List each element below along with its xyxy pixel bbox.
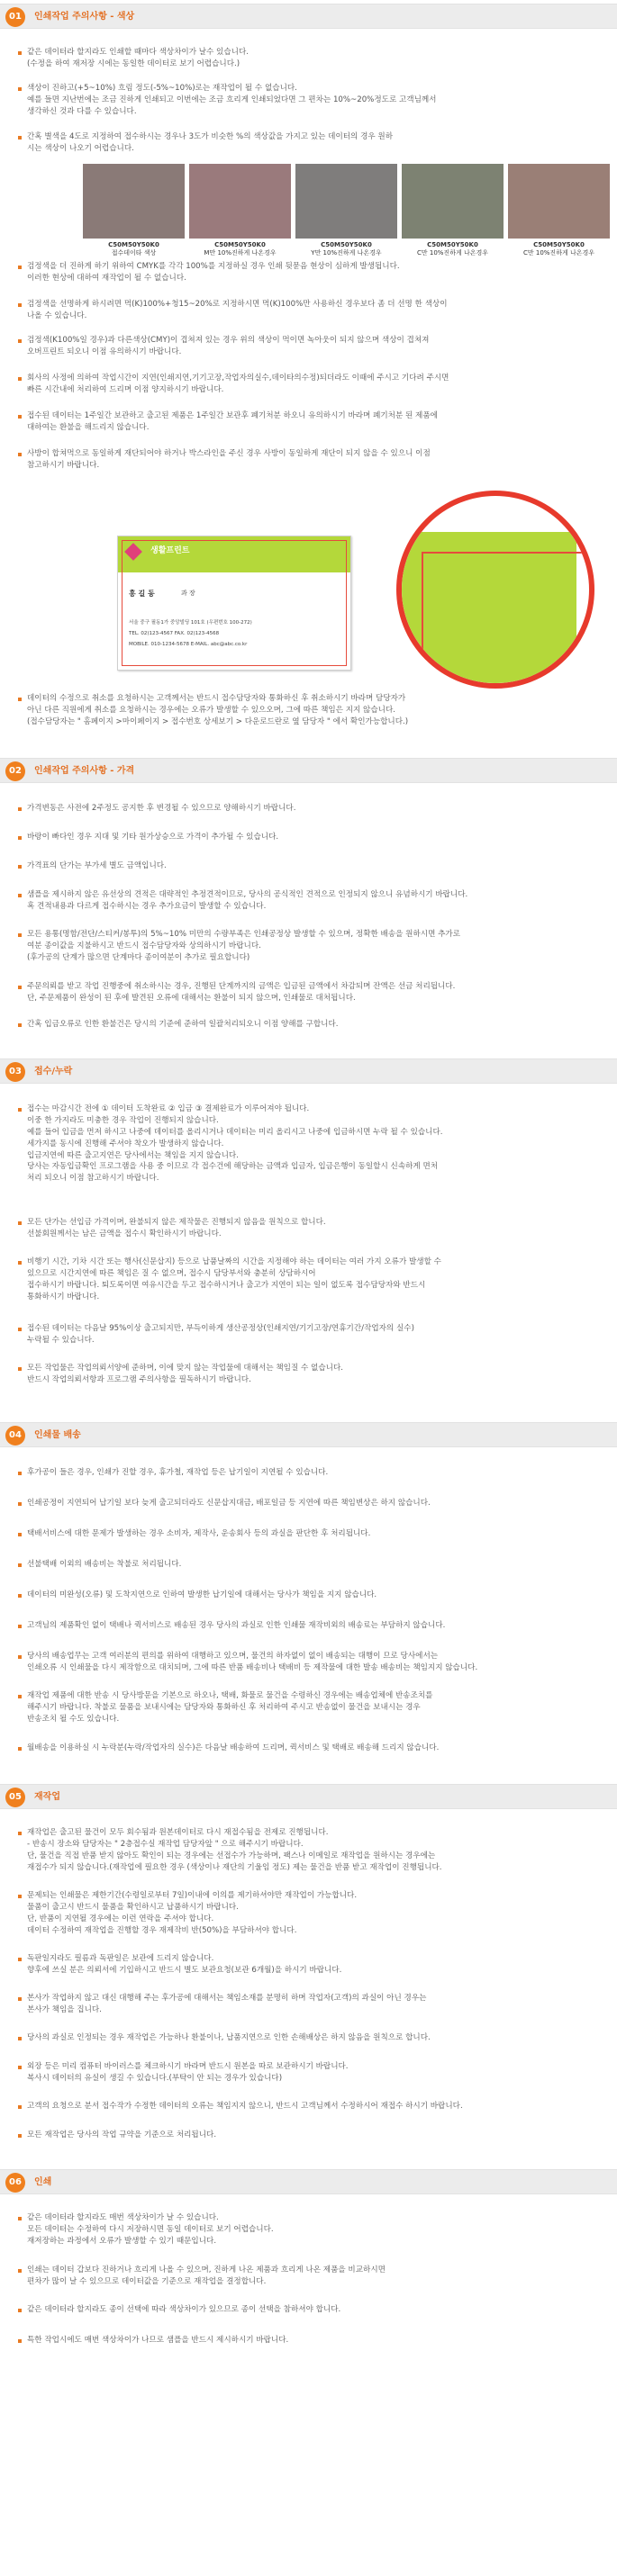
note-item: 모든 용통(명함/전단/스티커/봉투)의 5%~10% 미만의 수량부족은 인쇄공정상 발생할 수 있으며, 정확한 배송을 원하시면 추가로 여분 종이값을 지불하시고 반드시 접수담당자와 상의하시기 바랍니다. (후가공의 단계가 많으면 단계마다 종이여분이 추가로 필요합니다) [27,929,593,964]
note-item: 독판일지라도 필름과 독판일은 보관에 드리지 않습니다. 향후에 쓰실 분은 의뢰서에 기입하시고 반드시 별도 보관요청(보관 6개월)을 하시기 바랍니다. [27,1953,593,1977]
note-item: 간혹 입금오류로 인한 환불건은 당시의 기준에 준하여 일괄처리되오니 이점 양해를 구합니다. [27,1019,593,1031]
note-item: 같은 데이터라 할지라도 인쇄할 때마다 색상차이가 날수 있습니다. (수정을 하여 재저장 시에는 동일한 데이터로 보기 어렵습니다.) [27,47,593,70]
magnifier-circle [396,491,594,689]
note-item: 당사의 배송업무는 고객 여러분의 편의를 위하여 대행하고 있으며, 물건의 하자없이 없이 배송되는 대행이 므로 당사에서는 인쇄오류 시 인쇄물을 다시 제작함으로 대치되며, 그에 따른 반품 배송비나 택배비 등 제작물에 대한 발송 배송비는 책임지지 않습니다. [27,1651,593,1674]
note-item: 후가공이 들은 경우, 인쇄가 진할 경우, 휴가철, 재작업 등은 납기일이 지연될 수 있습니다. [27,1467,593,1479]
note-item: 인쇄공정이 지연되어 납기일 보다 늦게 출고되더라도 신문삽지대금, 배포일금 등 지연에 따른 책임변상은 하지 않습니다. [27,1498,593,1509]
section-header-rework [0,1784,617,1809]
swatch-label: C50M50Y50K0 접수데이타 색상 [108,241,159,257]
note-item: 검정색을 더 진하게 하기 위하여 CMYK를 각각 100%를 지정하실 경우 인쇄 뒷묻음 현상이 심하게 발생됩니다. 이러한 현상에 대하여 재작업이 될 수 없습니다. [27,261,593,284]
swatch-label: C50M50Y50K0 Y만 10%진하게 나온경우 [311,241,382,257]
card-address: 서울 중구 필동1가 중앙빌딩 101호 (우편번호 100-272) [129,620,252,626]
note-item: 접수는 마감시간 전에 ① 데이터 도착완료 ② 입금 ③ 결제완료가 이루어져야 됩니다. 이중 한 가지라도 미충한 경우 작업이 진행되지 않습니다. 예를 들어 입금을 먼저 하시고 나중에 데이터를 올리시거나 데이터는 미리 올리시고 나중에 입금하시면 누락 될 수 있습니다. 세가지를 동시에 진행해 주셔야 착오가 발생하지 않습니다. 입금지연에 따른 출고지연은 당사에서는 책임을 지지 않습니다. 당사는 자동입금확인 프로그램을 사용 중 이므로 각 접수건에 해당하는 금액과 입금자, 입금은행이 동일할시 신속하게 면처 처리 되오니 이점 참고하시기 바랍니다. [27,1103,593,1184]
note-item: 같은 데이터라 할지라도 매번 색상차이가 날 수 있습니다. 모든 데이터는 수정하여 다시 저장하시면 동일 데이터로 보기 어렵습니다. 재저장하는 과정에서 오류가 발생할 수 있기 때문입니다. [27,2212,593,2247]
note-item: 접수된 데이터는 1주일간 보관하고 출고된 제품은 1주일간 보관후 폐기처분 하오니 유의하시기 바라며 폐기처분 된 제품에 대하여는 환불을 해드리지 않습니다. [27,410,593,434]
note-item: 재작업은 출고된 물건이 모두 회수됨과 원본데이터로 다시 재접수됨을 전제로 진행됩니다. - 반송시 장소와 담당자는 " 2층접수실 재작업 담당자앞 " 으로 해주시기 바랍니다. 단, 물건을 직접 반품 받지 않아도 확인이 되는 경우에는 선접수가 가능하며, 팩스나 이메일로 재작업을 원하시는 경우에는 재접수가 되지 않습니다.(재작업에 필요한 경우 (색상이나 재단의 기울임 정도) 제는 물건을 반품 받고 재작업이 진행됩니다. [27,1827,593,1874]
note-item: 당사의 과실로 인정되는 경우 재작업은 가능하나 환불이나, 납품지연으로 인한 손해배상은 하지 않음을 원칙으로 합니다. [27,2032,593,2044]
card-phone: TEL. 02)123-4567 FAX. 02)123-4568 [129,631,220,636]
section-number: 05 [5,1788,25,1807]
note-item: 데이터의 수정으로 취소를 요청하시는 고객께서는 반드시 접수담당자와 통화하신 후 취소하시기 바라며 담당자가 아닌 다른 직원에게 취소를 요청하시는 경우에는 오류가 발생할 수 있으오며, 그에 따른 책임은 지지 않습니다. (접수담당자는 " 홈페이지 >마이페이지 > 접수번호 상세보기 > 다운로드란로 옆 담당자 " 에서 확인가능합니다.) [27,693,593,728]
note-item: 선불택배 이외의 배송비는 착불로 처리됩니다. [27,1559,593,1571]
note-item: 본사가 작업하지 않고 대신 대행해 주는 후가공에 대해서는 책임소재를 분명히 하며 작업자(고객)의 과실이 아닌 경우는 본사가 책임을 집니다. [27,1993,593,2016]
section-title: 접수/누락 [34,1067,73,1076]
note-item: 재작업 제품에 대한 반송 시 당사방문을 기본으로 하오나, 택배, 화물로 물건을 수령하신 경우에는 배송업체에 반송조치를 해주시기 바랍니다. 착불로 물품을 보내시에는 담당자와 통화하신 후 처리하여 주시고 반송없이 물건을 보내시는 경우 반송조치 될 수도 있습니다. [27,1690,593,1725]
note-item: 가격표의 단가는 부가세 별도 금액입니다. [27,860,593,872]
color-swatch [189,164,291,239]
note-item: 가격변동은 사전에 2주정도 공지한 후 변경될 수 있으므로 양해하시기 바랍니다. [27,803,593,815]
section-title: 인쇄물 배송 [34,1430,81,1440]
cut-guide-line [122,540,347,666]
note-item: 고객의 요청으로 분서 접수작가 수정한 데이터의 오류는 책임지지 않으니, 반드시 고객님께서 수정하시어 재접수 하시기 바랍니다. [27,2101,593,2112]
section-title: 인쇄작업 주의사항 - 가격 [34,766,135,776]
note-item: 샘플을 제시하지 않은 유선상의 견적은 대략적인 추정견적이므로, 당사의 공식적인 견적으로 인정되지 않으니 유념하시기 바랍니다. 혹 견적내용과 다르게 접수하시는 경우 추가요금이 발생할 수 있습니다. [27,889,593,913]
note-item: 고객님의 제품확인 없이 택배나 퀵서비스로 배송된 경우 당사의 과실로 인한 인쇄물 재작비외의 배송료는 부담하지 않습니다. [27,1620,593,1632]
note-item: 검정색(K100%일 경우)과 다른색상(CMY)이 겹쳐져 있는 경우 위의 색상이 먹이면 녹아웃이 되지 않으며 색상이 겹쳐져 오버프린트 되오니 이점 유의하시기 바랍니다. [27,335,593,358]
note-item: 택배서비스에 대한 문제가 발생하는 경우 소비자, 제작사, 운송회사 등의 과실을 판단한 후 처리됩니다. [27,1528,593,1540]
business-card-sample [117,536,351,671]
magnified-cut-guide [422,552,593,689]
note-item: 특한 작업시에도 매번 색상차이가 나므로 샘플을 반드시 제시하시기 바랍니다. [27,2335,593,2346]
note-item: 문제되는 인쇄물은 제한기간(수령일로부터 7일)이내에 이의를 제기하셔야만 재작업이 가능합니다. 물품이 출고시 반드시 물품을 확인하시고 납품하시기 바랍니다. 단, 반품이 지연될 경우에는 이런 연락을 주셔야 합니다. 데이터 수정하여 재작업을 진행할 경우 재제작비 반(50%)을 부담하셔야 합니다. [27,1890,593,1937]
note-item: 간혹 별색을 4도로 지정하여 접수하시는 경우나 3도가 비슷한 %의 색상값을 가지고 있는 데이터의 경우 원하 시는 색상이 나오기 어렵습니다. [27,131,593,155]
note-item: 외장 등은 미리 컴퓨터 바이러스를 체크하시기 바라며 반드시 원본을 따로 보관하시기 바랍니다. 복사시 데이터의 유실이 생길 수 있습니다.(부탁이 안 되는 경우가 있습니다) [27,2061,593,2085]
color-swatch [83,164,185,239]
note-item: 색상이 진하고(+5~10%) 흐림 정도(-5%~10%)로는 재작업이 될 수 없습니다. 예를 들면 지난번에는 조금 진하게 인쇄되고 이번에는 조금 흐리게 인쇄되었다면 그 편차는 10%~20%정도로 고객님께서 생각하신 것과 다를 수 있습니다. [27,83,593,118]
card-company: 생활프린트 [150,546,190,555]
note-item: 접수된 데이터는 다음날 95%이상 출고되지만, 부득이하게 생산공정상(인쇄지연/기기고장/연휴기간/작업자의 실수) 누락될 수 있습니다. [27,1323,593,1347]
section-number: 01 [5,7,25,27]
note-item: 바랑이 빠다인 경우 지대 및 기타 원가상승으로 가격이 추가될 수 있습니다. [27,832,593,843]
section-number: 04 [5,1426,25,1446]
section-number: 03 [5,1062,25,1082]
note-item: 비행기 시간, 기차 시간 또는 행사(신문삽지) 등으로 납품날짜의 시간을 지정해야 하는 데이터는 여러 가지 오류가 발생할 수 있으므로 시간지연에 따른 책임은 질 수 없으며, 접수시 담당부서와 충분히 상담하시어 접수하시기 바랍니다. 퇴도록이면 여유시간을 두고 접수하시거나 출고가 지연이 되는 일이 없도록 접수담당자와 반드시 통화하시기 바랍니다. [27,1256,593,1303]
card-role: 과 장 [181,590,195,597]
section-header-color [0,4,617,29]
section-title: 인쇄 [34,2177,52,2187]
section-title: 재작업 [34,1792,60,1802]
note-item: 모든 작업물은 작업의뢰서양에 준하며, 이에 맞지 않는 작업물에 대해서는 책임질 수 없습니다. 반드시 작업의뢰서항과 프로그램 주의사항을 필독하시기 바랍니다. [27,1363,593,1386]
swatch-label: C50M50Y50K0 C만 10%진하게 나온경우 [417,241,488,257]
card-name: 홍 길 동 [129,590,155,598]
section-header-print [0,2169,617,2194]
note-item: 모든 재작업은 당사의 작업 규약을 기준으로 처리됩니다. [27,2130,593,2141]
note-item: 주문의뢰를 받고 작업 진행중에 취소하시는 경우, 진행된 단계까지의 금액은 입금된 금액에서 차감되며 잔액은 선금 처리됩니다. 단, 주문제품이 완성이 된 후에 발견된 오류에 대해서는 환불이 되지 않으며, 인쇄물로 대처됩니다. [27,981,593,1004]
section-header-delivery [0,1422,617,1447]
note-item: 데이터의 미완성(오류) 및 도착지연으로 인하여 발생한 납기일에 대해서는 당사가 책임을 지지 않습니다. [27,1590,593,1601]
note-item: 모든 단가는 선입금 가격이며, 완불되지 않은 제작물은 진행되지 않음을 원칙으로 합니다. 선불회원께서는 남은 금액을 접수시 확인하시기 바랍니다. [27,1217,593,1240]
swatch-label: C50M50Y50K0 M만 10%진하게 나온경우 [204,241,277,257]
color-swatch [295,164,397,239]
section-title: 인쇄작업 주의사항 - 색상 [34,12,135,22]
note-item: 사방이 합쳐먹으로 동일하게 재단되어야 하거나 박스라인을 주신 경우 사방이 동일하게 재단이 되지 않을 수 있으니 이점 참고하시기 바랍니다. [27,448,593,472]
section-header-price [0,758,617,783]
color-swatch [402,164,504,239]
note-item: 월배송을 이용하실 시 누락분(누락/작업자의 실수)은 다음날 배송하여 드리며, 퀵서비스 및 택배로 배송해 드리지 않습니다. [27,1743,593,1754]
note-item: 회사의 사정에 의하여 작업시간이 지연(인쇄지연,기기고장,작업자의실수,데이타의수정)되더라도 이때에 주시고 기다려 주시면 빠른 시간내에 처리하여 드리며 이점 양지하시기 바랍니다. [27,373,593,396]
section-header-intake [0,1058,617,1084]
card-email: MOBILE. 010-1234-5678 E-MAIL. abc@abc.co.kr [129,642,248,647]
section-number: 06 [5,2173,25,2193]
swatch-label: C50M50Y50K0 C만 10%진하게 나온경우 [523,241,594,257]
note-item: 같은 데이터라 할지라도 종이 선택에 따라 색상차이가 있으므로 종이 선택을 참하셔야 합니다. [27,2304,593,2316]
note-item: 검정색을 선명하게 하시려면 먹(K)100%+청15~20%로 지정하시면 먹(K)100%만 사용하신 경우보다 좀 더 선명 한 색상이 나올 수 있습니다. [27,299,593,322]
note-item: 인쇄는 데이터 갑보다 진하거나 흐리게 나올 수 있으며, 진하게 나온 제품과 흐리게 나온 제품을 비교하시면 편차가 많이 날 수 있으므로 데이터값을 기준으로 재작업을 결정합니다. [27,2265,593,2288]
section-number: 02 [5,761,25,781]
color-swatch [508,164,610,239]
